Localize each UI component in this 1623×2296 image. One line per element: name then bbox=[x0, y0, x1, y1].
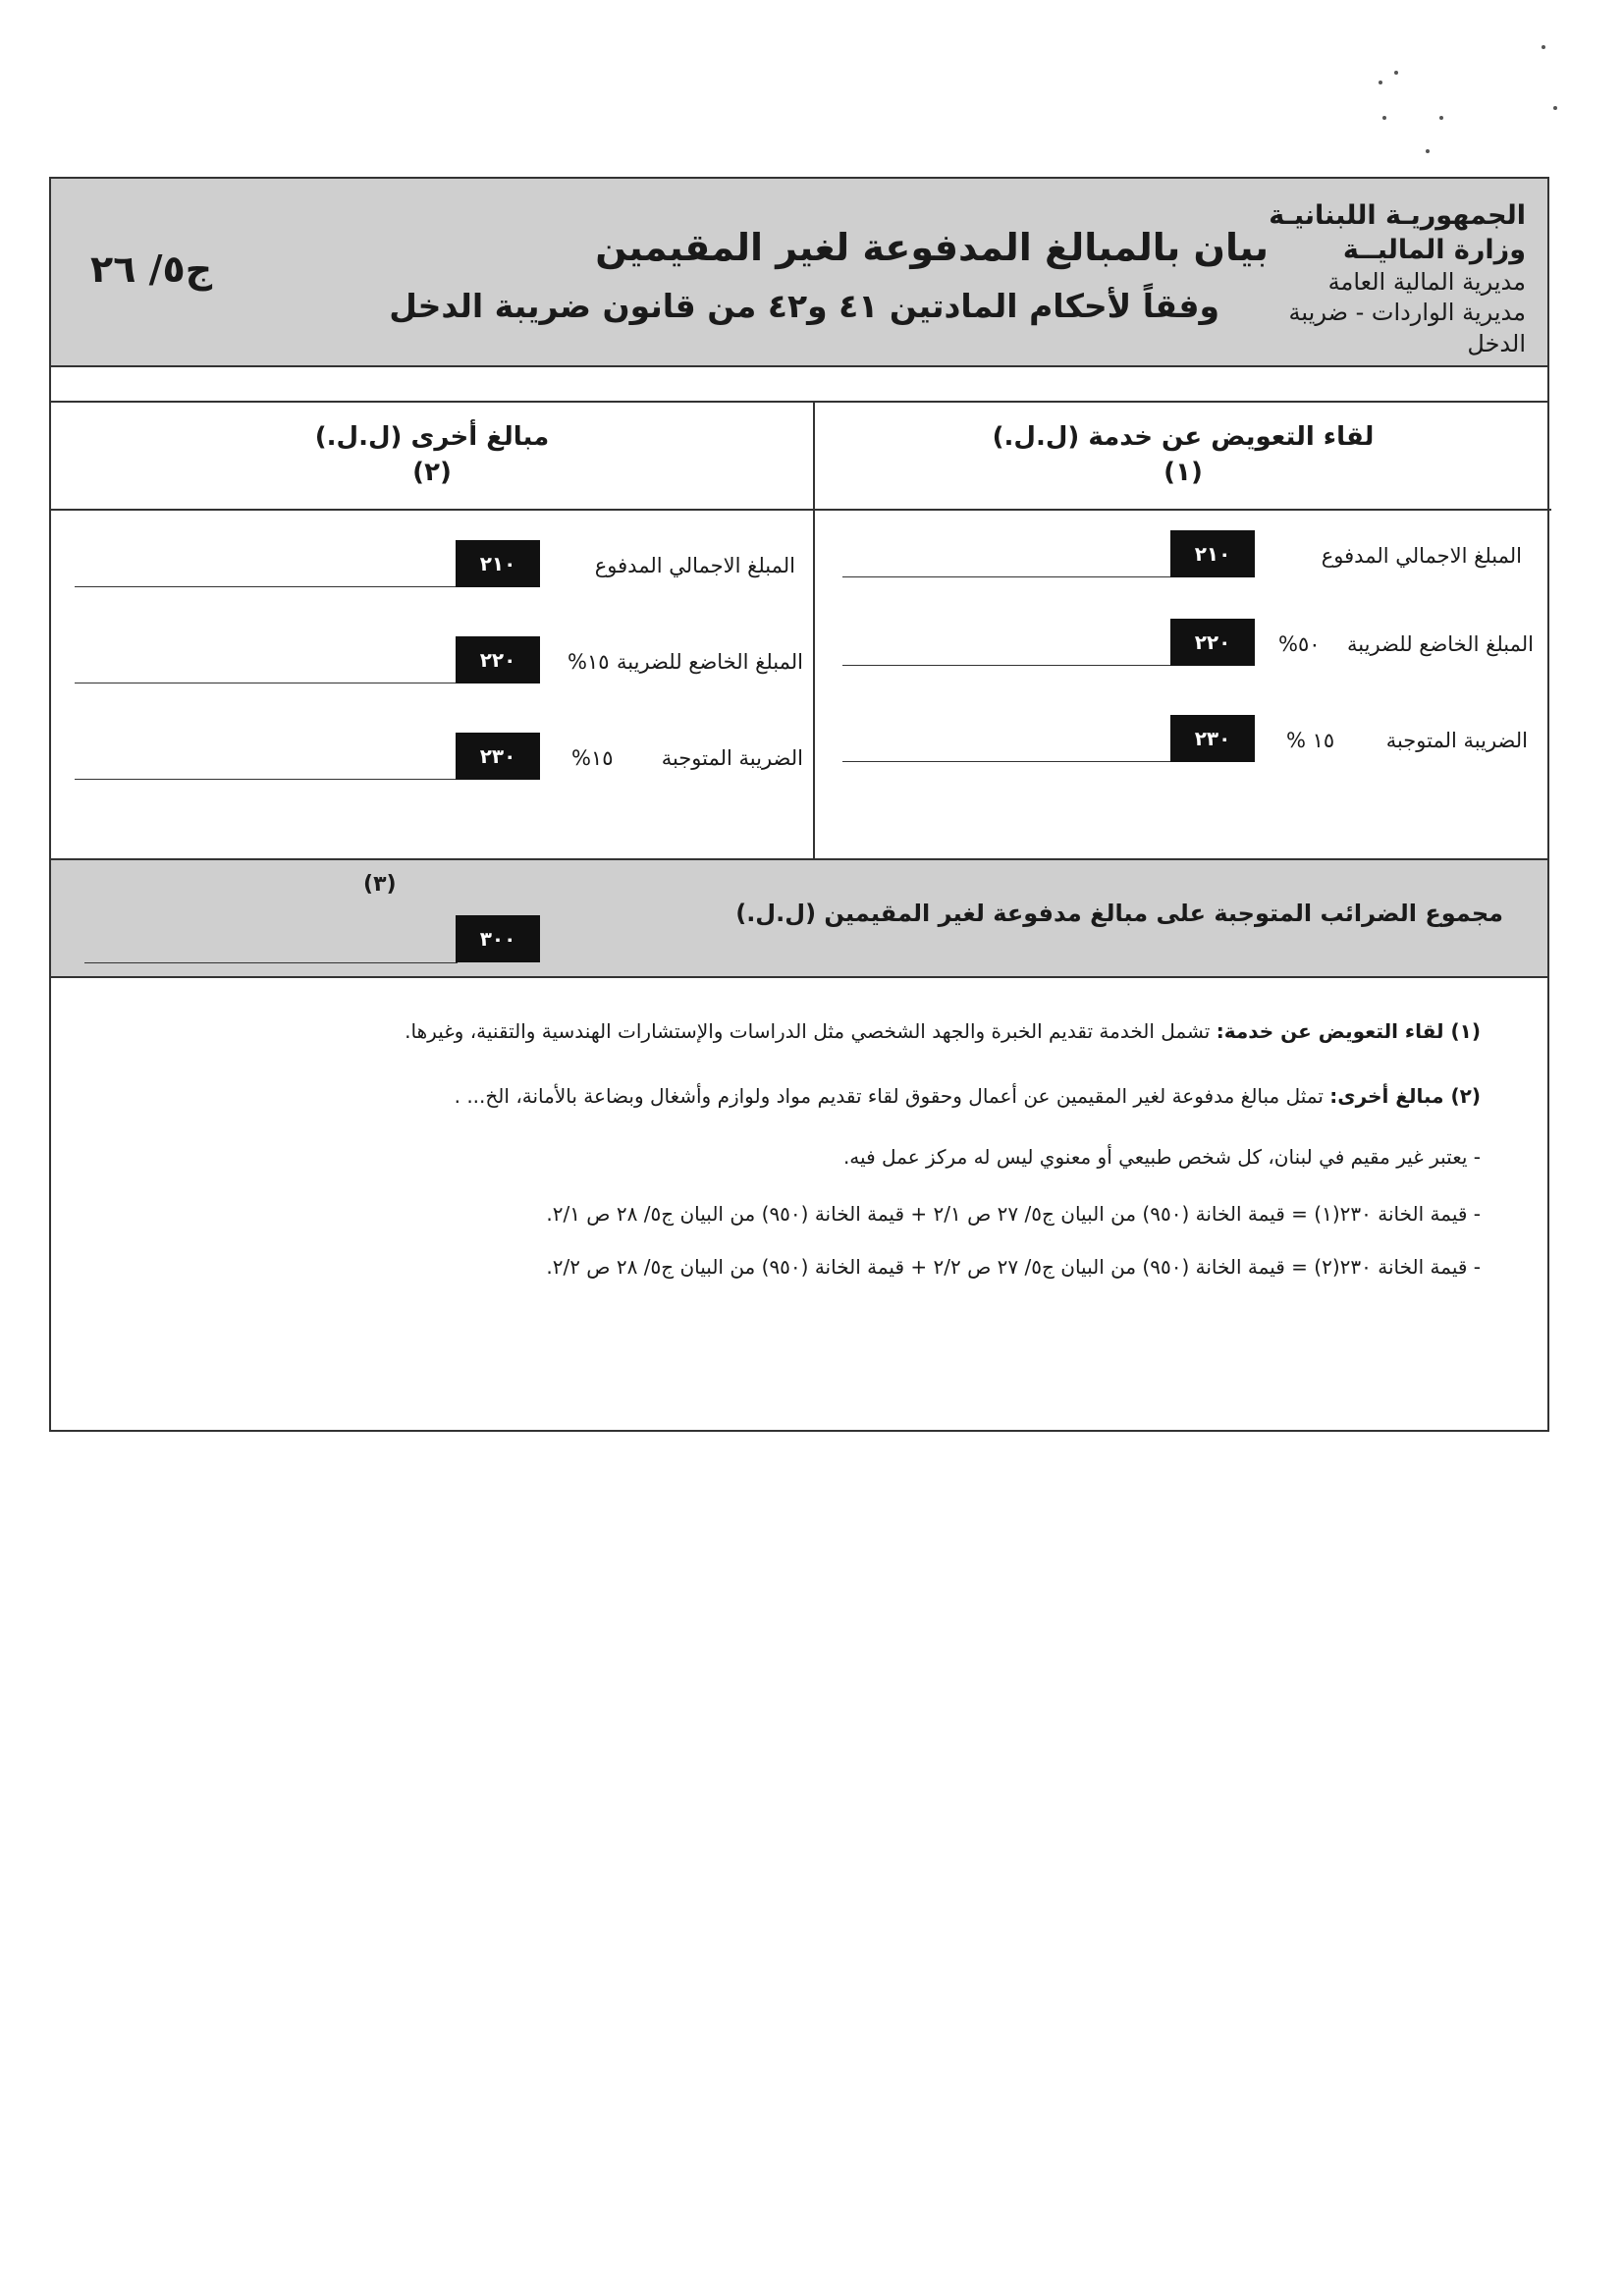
note-box-230-other: - قيمة الخانة ٢٣٠(٢) = قيمة الخانة (٩٥٠) من البيان ج٥/ ٢٧ ص ٢/٢ + قيمة الخانة (٩٥٠) من البيان ج٥/ ٢٨ ص ٢/٢. bbox=[546, 1255, 1481, 1279]
form-header bbox=[51, 179, 1547, 367]
scan-speck bbox=[1553, 106, 1557, 110]
other-column-body bbox=[51, 511, 815, 858]
service-tax-due-percent: ١٥ % bbox=[1286, 729, 1335, 752]
box-code-220: ٢٢٠ bbox=[456, 636, 540, 683]
other-tax-due-field bbox=[51, 733, 815, 792]
service-gross-amount-label: المبلغ الاجمالي المدفوع bbox=[1321, 544, 1522, 568]
scan-speck bbox=[1382, 116, 1386, 120]
service-column-body bbox=[815, 511, 1551, 858]
scan-speck bbox=[1379, 81, 1382, 84]
total-tax-number: (٣) bbox=[363, 872, 397, 897]
scan-speck bbox=[1439, 116, 1443, 120]
total-tax-section bbox=[51, 858, 1547, 978]
department-name: مديرية الواردات - ضريبة الدخل bbox=[1288, 299, 1526, 357]
scan-speck bbox=[1426, 149, 1430, 153]
issuer-block bbox=[1231, 198, 1526, 359]
other-gross-amount-field bbox=[51, 540, 815, 599]
note-other-text: تمثل مبالغ مدفوعة لغير المقيمين عن أعمال وحقوق لقاء تقديم مواد ولوازم وأشغال وبضاعة بالأمانة، الخ... . bbox=[454, 1084, 1330, 1108]
scan-speck bbox=[1542, 45, 1545, 49]
box-code-210: ٢١٠ bbox=[1170, 530, 1255, 577]
box-code-210: ٢١٠ bbox=[456, 540, 540, 587]
note-box-230-service: - قيمة الخانة ٢٣٠(١) = قيمة الخانة (٩٥٠) من البيان ج٥/ ٢٧ ص ٢/١ + قيمة الخانة (٩٥٠) من البيان ج٥/ ٢٨ ص ٢/١. bbox=[546, 1202, 1481, 1226]
other-column-header bbox=[51, 403, 815, 511]
other-tax-due-label: الضريبة المتوجبة bbox=[661, 746, 803, 770]
republic-name: الجمهوريـة اللبنانيـة bbox=[1269, 200, 1526, 231]
note-service-text: تشمل الخدمة تقديم الخبرة والجهد الشخصي مثل الدراسات والإستشارات الهندسية والتقنية، وغيرها. bbox=[405, 1019, 1217, 1043]
spacer-row bbox=[51, 367, 1547, 403]
scan-speck bbox=[1394, 71, 1398, 75]
service-taxable-amount-label: المبلغ الخاضع للضريبة bbox=[1347, 632, 1534, 656]
service-taxable-percent: ٥٠% bbox=[1278, 632, 1321, 656]
service-tax-due-field bbox=[815, 715, 1551, 774]
total-tax-input[interactable] bbox=[84, 962, 458, 963]
other-column-number: (٢) bbox=[412, 458, 452, 487]
ministry-name: وزارة الماليــة bbox=[1342, 235, 1526, 266]
form-subtitle: وفقاً لأحكام المادتين ٤١ و٤٢ من قانون ضريبة الدخل bbox=[389, 287, 1219, 325]
other-tax-due-percent: ١٥% bbox=[571, 746, 614, 770]
service-taxable-amount-field bbox=[815, 619, 1551, 678]
box-code-300: ٣٠٠ bbox=[456, 915, 540, 962]
note-non-resident: - يعتبر غير مقيم في لبنان، كل شخص طبيعي أو معنوي ليس له مركز عمل فيه. bbox=[842, 1145, 1481, 1169]
note-service bbox=[405, 1019, 1481, 1043]
form-frame bbox=[49, 177, 1549, 1432]
note-other bbox=[455, 1084, 1481, 1108]
service-column-header bbox=[815, 403, 1551, 511]
note-other-heading: (٢) مبالغ أخرى: bbox=[1329, 1084, 1481, 1108]
other-taxable-percent: ١٥% bbox=[568, 650, 610, 674]
box-code-230: ٢٣٠ bbox=[1170, 715, 1255, 762]
service-tax-due-label: الضريبة المتوجبة bbox=[1385, 729, 1528, 752]
service-column-title: لقاء التعويض عن خدمة (ل.ل.) bbox=[992, 422, 1375, 452]
other-gross-amount-label: المبلغ الاجمالي المدفوع bbox=[594, 554, 795, 577]
other-column-title: مبالغ أخرى (ل.ل.) bbox=[314, 422, 550, 452]
form-code: ج٥/ ٢٦ bbox=[90, 247, 213, 291]
directorate-name: مديرية المالية العامة bbox=[1327, 268, 1526, 297]
other-tax-due-input[interactable] bbox=[75, 779, 507, 780]
service-gross-amount-field bbox=[815, 530, 1551, 589]
service-column-number: (١) bbox=[1163, 458, 1203, 487]
total-tax-label: مجموع الضرائب المتوجبة على مبالغ مدفوعة لغير المقيمين (ل.ل.) bbox=[735, 900, 1503, 927]
box-code-230: ٢٣٠ bbox=[456, 733, 540, 780]
other-taxable-amount-label: المبلغ الخاضع للضريبة bbox=[617, 650, 803, 674]
box-code-220: ٢٢٠ bbox=[1170, 619, 1255, 666]
other-gross-amount-input[interactable] bbox=[75, 586, 507, 587]
other-taxable-amount-field bbox=[51, 636, 815, 695]
note-service-heading: (١) لقاء التعويض عن خدمة: bbox=[1216, 1019, 1481, 1043]
form-title: بيان بالمبالغ المدفوعة لغير المقيمين bbox=[595, 226, 1269, 269]
